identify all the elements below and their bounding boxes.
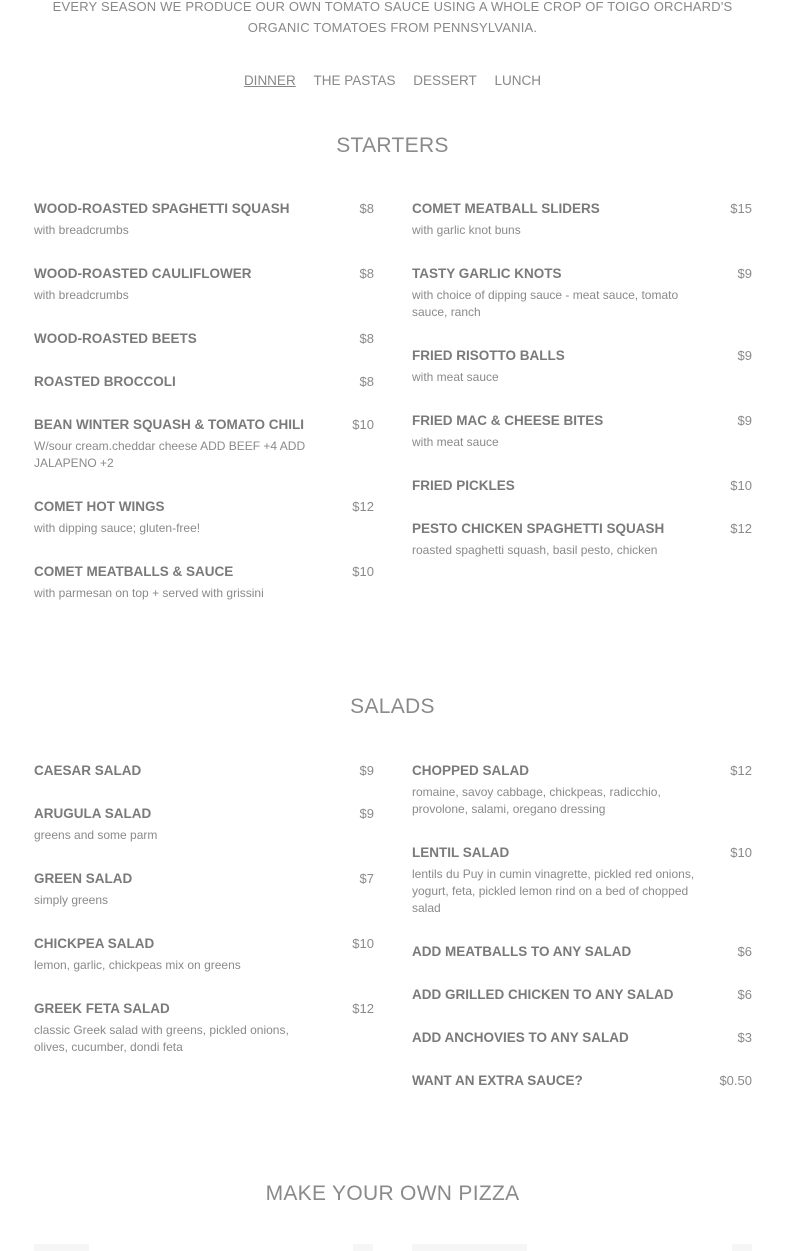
intro-text: EVERY SEASON WE PRODUCE OUR OWN TOMATO SAUCE USING A WHOLE CROP OF TOIGO ORCHARD'S ORGANIC TOMATOES FROM PENNSYLVANIA. [52, 0, 733, 35]
item-price: $9 [737, 413, 752, 428]
item-name: CAESAR SALAD [34, 763, 142, 778]
item-name: PESTO CHICKEN SPAGHETTI SQUASH [412, 521, 665, 536]
item-price: $9 [737, 348, 752, 363]
item-description: classic Greek salad with greens, pickled onions, olives, cucumber, dondi feta [34, 1023, 289, 1054]
cut-off-item-price [353, 1244, 373, 1251]
cut-off-item-name [34, 1244, 89, 1251]
menu-item [34, 498, 374, 537]
menu-item [412, 943, 752, 961]
item-description: romaine, savoy cabbage, chickpeas, radicchio, provolone, salami, oregano dressing [412, 785, 661, 816]
item-description: with breadcrumbs [34, 223, 129, 237]
nav-dinner[interactable]: DINNER [243, 73, 296, 88]
item-description: lemon, garlic, chickpeas mix on greens [34, 958, 241, 972]
item-description: W/sour cream.cheddar cheese ADD BEEF +4 ADD JALAPENO +2 [34, 439, 306, 470]
item-name: FRIED RISOTTO BALLS [412, 348, 565, 363]
item-price: $3 [737, 1030, 752, 1045]
item-name: FRIED MAC & CHEESE BITES [412, 413, 604, 428]
menu-item [34, 416, 374, 472]
nav-the-pastas[interactable]: THE PASTAS [313, 73, 396, 88]
item-price: $12 [730, 521, 752, 536]
item-price: $12 [352, 1001, 374, 1016]
menu-item [34, 805, 374, 844]
item-name: TASTY GARLIC KNOTS [412, 266, 562, 281]
menu-item [412, 477, 752, 495]
item-price: $6 [737, 987, 752, 1002]
item-name: WOOD-ROASTED BEETS [34, 331, 197, 346]
item-name: WOOD-ROASTED SPAGHETTI SQUASH [34, 201, 290, 216]
item-price: $10 [352, 417, 374, 432]
item-name: ADD MEATBALLS TO ANY SALAD [412, 944, 632, 959]
menu-item [34, 330, 374, 348]
menu-item [412, 1029, 752, 1047]
item-price: $9 [737, 266, 752, 281]
menu-item [412, 520, 752, 559]
item-name: GREEN SALAD [34, 871, 133, 886]
item-price: $8 [359, 201, 374, 216]
menu-item [34, 200, 374, 239]
item-name: ROASTED BROCCOLI [34, 374, 176, 389]
menu-item [34, 373, 374, 391]
menu-item [412, 986, 752, 1004]
menu-item [34, 563, 374, 602]
menu-nav [0, 73, 785, 88]
item-name: COMET MEATBALLS & SAUCE [34, 564, 234, 579]
menu-item [34, 762, 374, 780]
item-price: $10 [352, 564, 374, 579]
item-description: roasted spaghetti squash, basil pesto, chicken [412, 543, 658, 557]
menu-item [34, 935, 374, 974]
item-description: with dipping sauce; gluten-free! [34, 521, 201, 535]
item-name: WANT AN EXTRA SAUCE? [412, 1073, 583, 1088]
item-description: with garlic knot buns [412, 223, 521, 237]
salads-title: SALADS [350, 695, 435, 718]
item-name: GREEK FETA SALAD [34, 1001, 170, 1016]
item-description: greens and some parm [34, 828, 158, 842]
cut-off-item-price [732, 1244, 752, 1251]
item-price: $12 [352, 499, 374, 514]
item-price: $9 [359, 806, 374, 821]
pizza-title: MAKE YOUR OWN PIZZA [265, 1182, 520, 1205]
item-name: ARUGULA SALAD [34, 806, 152, 821]
item-description: with meat sauce [412, 435, 499, 449]
item-name: ADD GRILLED CHICKEN TO ANY SALAD [412, 987, 674, 1002]
menu-item [34, 265, 374, 304]
menu-item [34, 870, 374, 909]
menu-item [412, 412, 752, 451]
menu-item [412, 762, 752, 818]
item-price: $10 [352, 936, 374, 951]
item-name: BEAN WINTER SQUASH & TOMATO CHILI [34, 417, 304, 432]
nav-lunch[interactable]: LUNCH [494, 73, 542, 88]
item-price: $8 [359, 331, 374, 346]
menu-item [34, 1000, 374, 1056]
starters-title: STARTERS [336, 134, 449, 157]
item-name: WOOD-ROASTED CAULIFLOWER [34, 266, 252, 281]
item-price: $0.50 [719, 1073, 752, 1088]
item-price: $12 [730, 763, 752, 778]
item-name: LENTIL SALAD [412, 845, 510, 860]
item-name: COMET HOT WINGS [34, 499, 165, 514]
item-price: $7 [359, 871, 374, 886]
item-description: with parmesan on top + served with grissini [34, 586, 264, 600]
item-description: with breadcrumbs [34, 288, 129, 302]
menu-item [412, 265, 752, 321]
item-description: with choice of dipping sauce - meat sauce, tomato sauce, ranch [412, 288, 679, 319]
item-price: $8 [359, 374, 374, 389]
item-price: $10 [730, 845, 752, 860]
item-price: $9 [359, 763, 374, 778]
item-description: with meat sauce [412, 370, 499, 384]
item-name: ADD ANCHOVIES TO ANY SALAD [412, 1030, 629, 1045]
menu-item [412, 200, 752, 239]
item-price: $6 [737, 944, 752, 959]
item-name: COMET MEATBALL SLIDERS [412, 201, 600, 216]
item-price: $15 [730, 201, 752, 216]
item-description: simply greens [34, 893, 109, 907]
item-price: $10 [730, 478, 752, 493]
menu-item [412, 1072, 752, 1090]
menu-item [412, 347, 752, 386]
item-name: CHICKPEA SALAD [34, 936, 155, 951]
cut-off-item-name [412, 1244, 527, 1251]
nav-dessert[interactable]: DESSERT [413, 73, 477, 88]
item-name: CHOPPED SALAD [412, 763, 530, 778]
item-name: FRIED PICKLES [412, 478, 515, 493]
menu-item [412, 844, 752, 917]
item-description: lentils du Puy in cumin vinagrette, pickled red onions, yogurt, feta, pickled lemon rind on a bed of chopped salad [412, 867, 695, 915]
item-price: $8 [359, 266, 374, 281]
